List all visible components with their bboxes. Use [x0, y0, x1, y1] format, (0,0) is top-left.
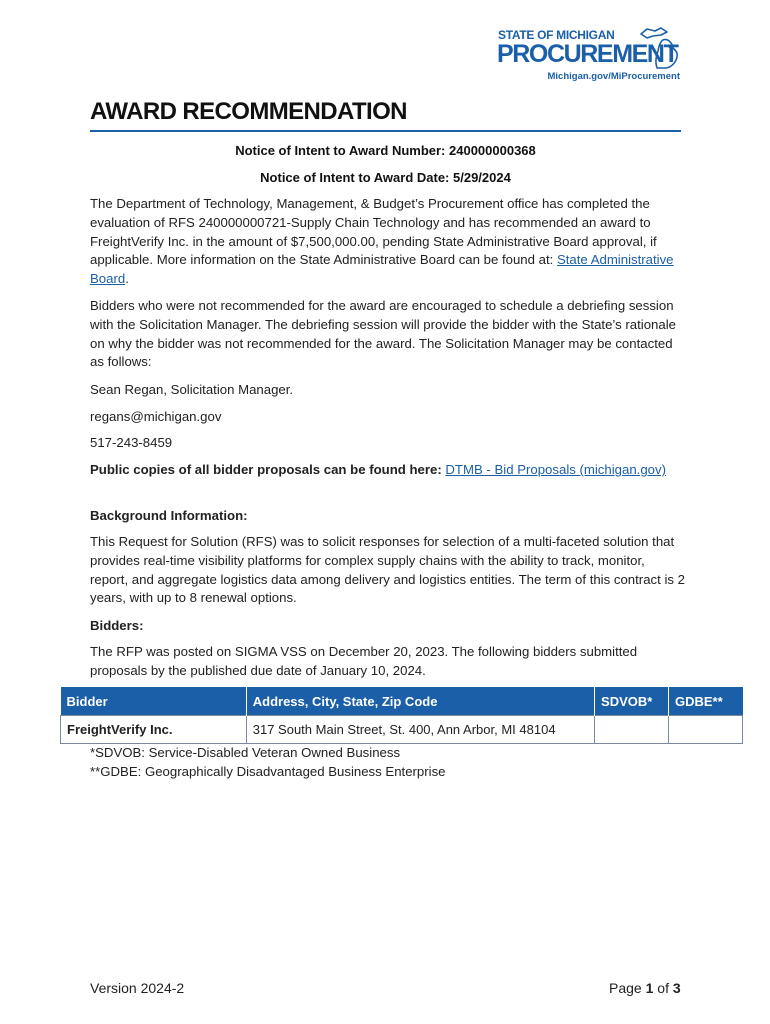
intro-text: The Department of Technology, Management, & Budget’s Procurement office has completed the evaluation of RFS 240000000721-Supply Chain Technology and has recommended an award to FreightVerify Inc. in the amount of $7,500,000.00, pending State Administrative Board approval, if applicable. More information on the State Administrative Board can be found at:: [90, 196, 657, 268]
page-of: of: [653, 980, 673, 996]
sdvob-footnote: *SDVOB: Service-Disabled Veteran Owned Business: [90, 745, 401, 760]
column-header-address: Address, City, State, Zip Code: [246, 687, 594, 716]
column-header-bidder: Bidder: [61, 687, 247, 716]
logo-url: Michigan.gov/MiProcurement: [547, 71, 680, 82]
background-heading: Background Information:: [90, 508, 248, 523]
state-admin-board-link[interactable]: State Administrative Board: [90, 252, 674, 287]
page-total: 3: [672, 980, 681, 996]
bidder-sdvob-cell: [595, 716, 669, 744]
michigan-map-icon: [639, 26, 681, 70]
procurement-logo: [497, 26, 682, 84]
contact-email: regans@michigan.gov: [90, 409, 222, 424]
column-header-gdbe: GDBE**: [669, 687, 743, 716]
intro-paragraph: [90, 195, 685, 289]
bidders-table: [60, 687, 743, 744]
page-current: 1: [645, 980, 654, 996]
contact-name: Sean Regan, Solicitation Manager.: [90, 382, 294, 397]
bidder-name-cell: FreightVerify Inc.: [61, 716, 247, 744]
page-number: [609, 980, 681, 996]
intro-end: .: [125, 271, 129, 287]
version-label: Version 2024-2: [90, 980, 185, 996]
contact-phone: 517-243-8459: [90, 435, 173, 450]
table-header-row: [61, 687, 743, 716]
bidders-paragraph: The RFP was posted on SIGMA VSS on December 20, 2023. The following bidders submitted proposals by the published due date of January 10, 2024.: [90, 644, 638, 678]
gdbe-footnote: **GDBE: Geographically Disadvantaged Business Enterprise: [90, 764, 446, 779]
bidder-gdbe-cell: [669, 716, 743, 744]
public-copies-paragraph: [90, 461, 685, 480]
title-divider: [90, 130, 681, 132]
bid-proposals-link[interactable]: DTMB - Bid Proposals (michigan.gov): [445, 462, 666, 477]
notice-number: Notice of Intent to Award Number: 240000000368: [235, 143, 536, 158]
debrief-paragraph: Bidders who were not recommended for the award are encouraged to schedule a debriefing session with the Solicitation Manager. The debriefing session will provide the bidder with the State’s rationale on why the bidder was not recommended for the award. The Solicitation Manager may be contacted as follows:: [90, 298, 676, 370]
table-row: [61, 716, 743, 744]
notice-date: Notice of Intent to Award Date: 5/29/2024: [260, 170, 511, 185]
background-paragraph: This Request for Solution (RFS) was to solicit responses for selection of a multi-faceted solution that provides real-time visibility platforms for complex supply chains with the ability to track, monitor, report, and aggregate logistics data among delivery and logistics entities. The term of this contract is 2 years, with up to 8 renewal options.: [90, 534, 685, 606]
page-title: AWARD RECOMMENDATION: [90, 98, 407, 125]
bidders-heading: Bidders:: [90, 618, 144, 633]
page-prefix: Page: [609, 980, 646, 996]
logo-state-text: STATE OF MICHIGAN: [498, 28, 615, 42]
public-copies-label: Public copies of all bidder proposals can be found here:: [90, 462, 446, 477]
column-header-sdvob: SDVOB*: [595, 687, 669, 716]
logo-procurement-text: PROCUREMENT: [497, 40, 678, 68]
bidder-address-cell: 317 South Main Street, St. 400, Ann Arbor, MI 48104: [246, 716, 594, 744]
